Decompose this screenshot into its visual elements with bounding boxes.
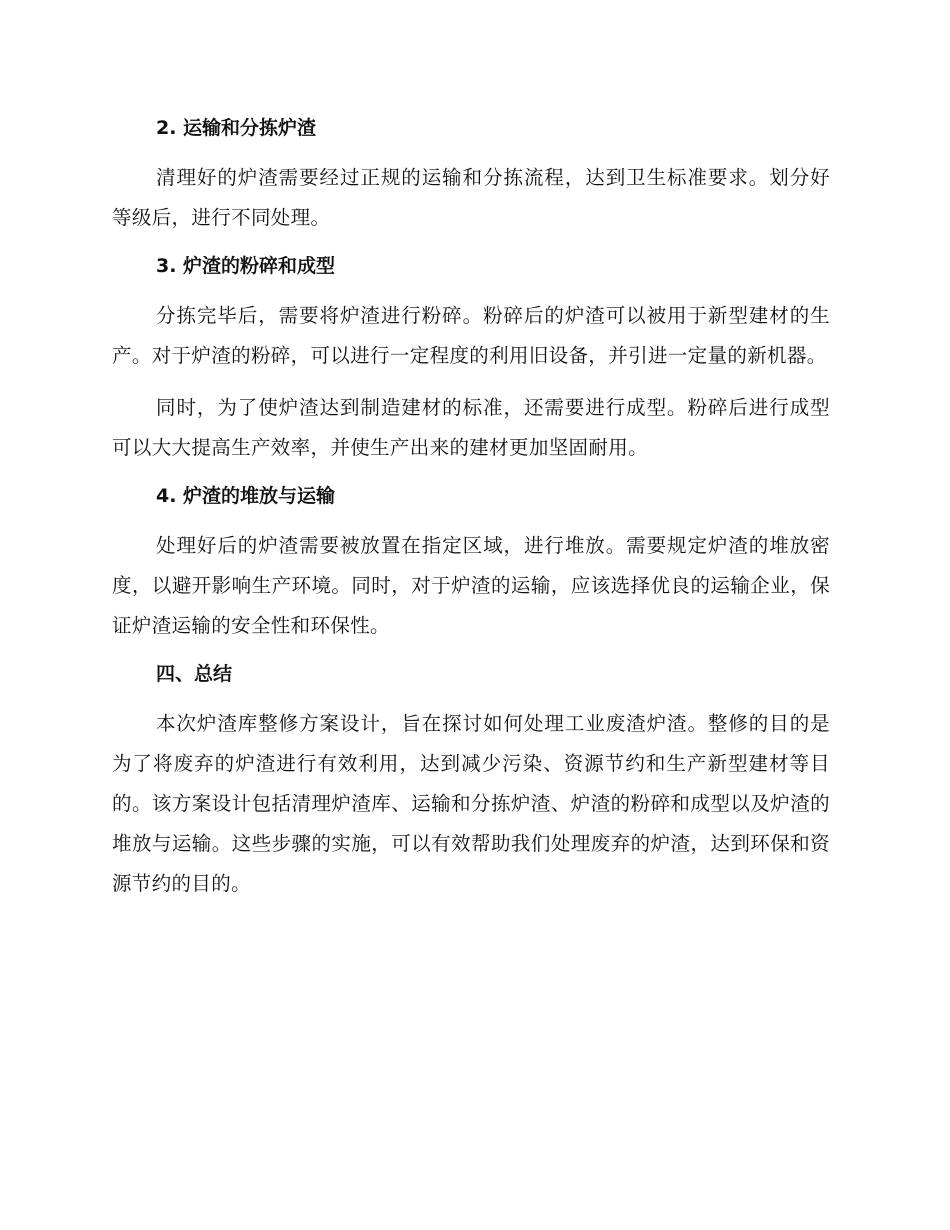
paragraph-crushing: 分拣完毕后，需要将炉渣进行粉碎。粉碎后的炉渣可以被用于新型建材的生产。对于炉渣的粉碎，可以进行一定程度的利用旧设备，并引进一定量的新机器。	[112, 304, 830, 367]
section-heading-transport-sorting: 2. 运输和分拣炉渣	[156, 117, 317, 139]
paragraph-stacking-transport: 处理好后的炉渣需要被放置在指定区域，进行堆放。需要规定炉渣的堆放密度，以避开影响生产环境。同时，对于炉渣的运输，应该选择优良的运输企业，保证炉渣运输的安全性和环保性。	[112, 534, 830, 637]
document-body	[112, 112, 830, 916]
paragraph-transport-sorting: 清理好的炉渣需要经过正规的运输和分拣流程，达到卫生标准要求。划分好等级后，进行不同处理。	[112, 166, 830, 229]
section-heading-crushing-forming: 3. 炉渣的粉碎和成型	[156, 255, 336, 277]
section-heading-stacking-transport: 4. 炉渣的堆放与运输	[156, 485, 336, 507]
section-heading-summary: 四、总结	[156, 663, 233, 685]
paragraph-forming: 同时，为了使炉渣达到制造建材的标准，还需要进行成型。粉碎后进行成型可以大大提高生产效率，并使生产出来的建材更加坚固耐用。	[112, 396, 830, 459]
paragraph-summary: 本次炉渣库整修方案设计，旨在探讨如何处理工业废渣炉渣。整修的目的是为了将废弃的炉渣进行有效利用，达到减少污染、资源节约和生产新型建材等目的。该方案设计包括清理炉渣库、运输和分拣炉渣、炉渣的粉碎和成型以及炉渣的堆放与运输。这些步骤的实施，可以有效帮助我们处理废弃的炉渣，达到环保和资源节约的目的。	[112, 712, 830, 895]
